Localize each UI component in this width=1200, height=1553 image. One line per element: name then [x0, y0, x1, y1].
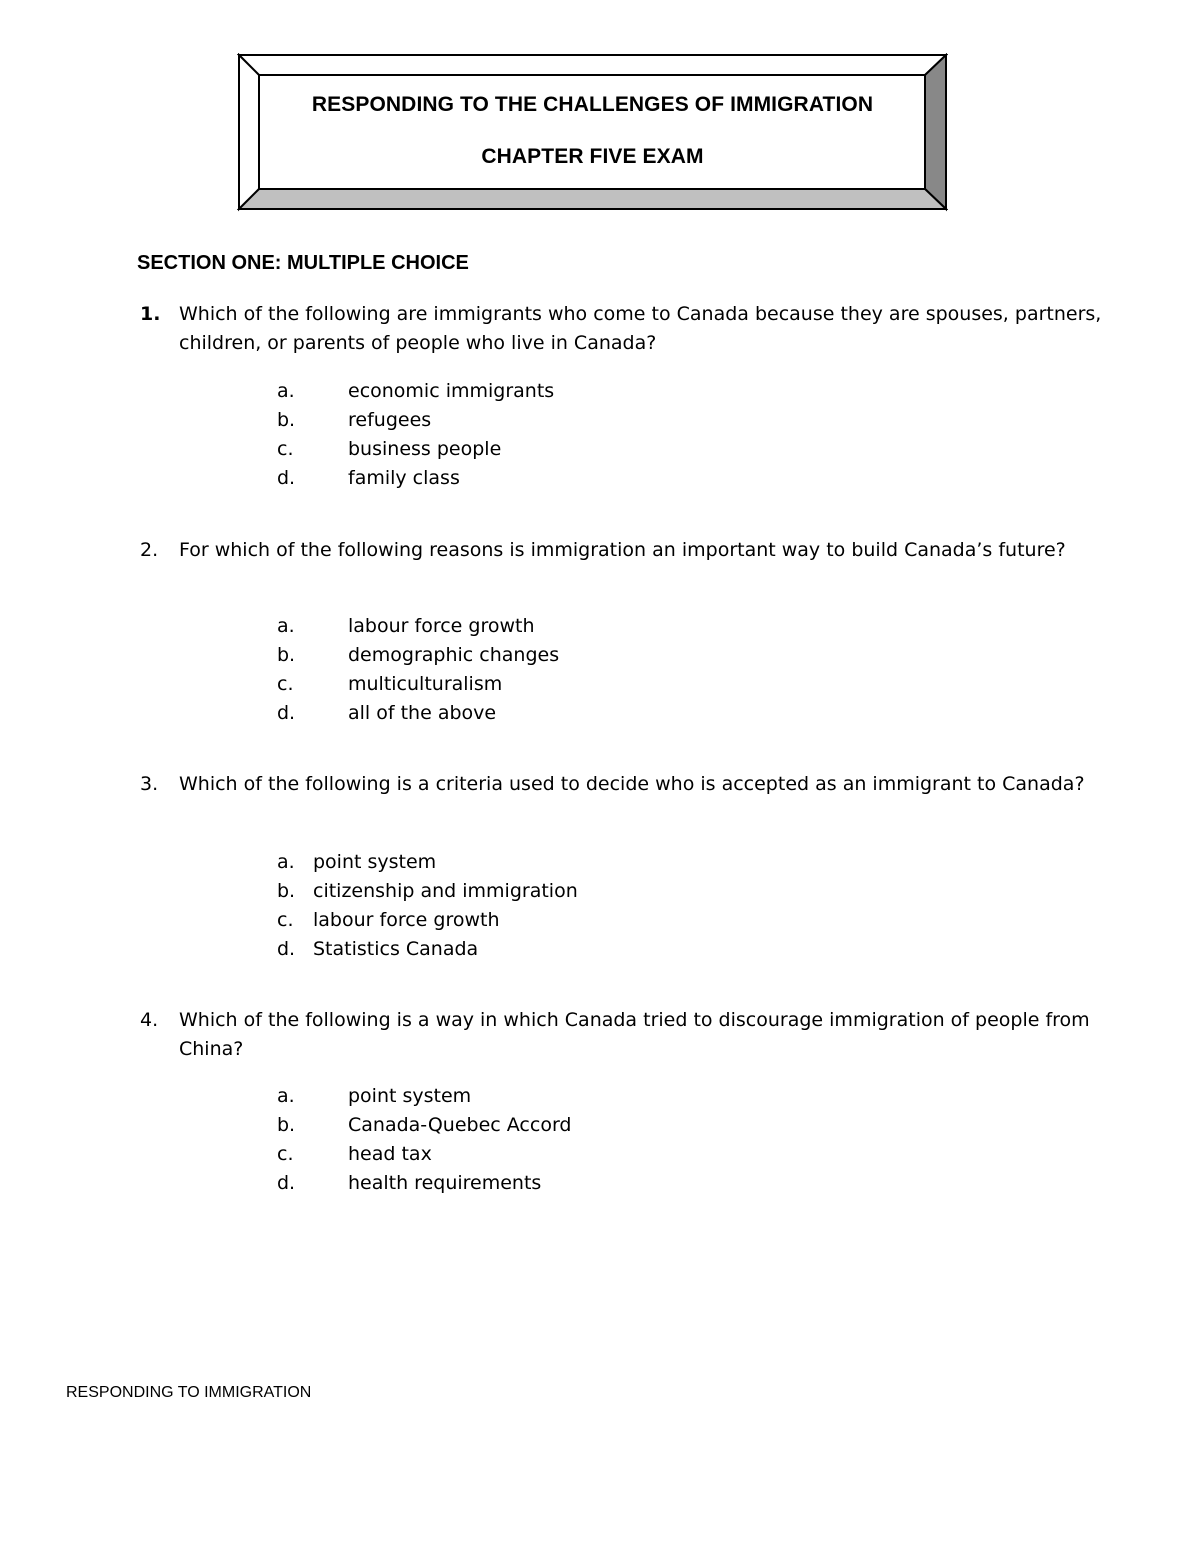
- question-1: [140, 300, 1150, 358]
- option-letter: c.: [277, 1143, 294, 1165]
- option-letter: c.: [277, 909, 294, 931]
- exam-title: RESPONDING TO THE CHALLENGES OF IMMIGRATION: [311, 93, 874, 116]
- option-text: business people: [348, 438, 502, 460]
- question-number: 3.: [140, 773, 159, 795]
- exam-subtitle: CHAPTER FIVE EXAM: [481, 145, 704, 168]
- option-letter: a.: [277, 380, 295, 402]
- option-text: Statistics Canada: [313, 938, 479, 960]
- question-4: [140, 1006, 1150, 1064]
- option-letter: c.: [277, 673, 294, 695]
- question-text: Which of the following are immigrants who come to Canada because they are spouses, partners, children, or parents of people who live in Canada?: [179, 303, 1102, 354]
- question-number: 4.: [140, 1009, 159, 1031]
- question-number: 1.: [140, 303, 161, 325]
- option-text: labour force growth: [348, 615, 535, 637]
- option-letter: a.: [277, 1085, 295, 1107]
- option-text: point system: [313, 851, 437, 873]
- question-2: [140, 536, 1150, 565]
- option-text: labour force growth: [313, 909, 500, 931]
- option-text: family class: [348, 467, 460, 489]
- question-text: Which of the following is a criteria used to decide who is accepted as an immigrant to Canada?: [179, 773, 1085, 795]
- page-footer: RESPONDING TO IMMIGRATION: [66, 1384, 312, 1401]
- option-letter: b.: [277, 1114, 296, 1136]
- title-frame: [237, 53, 948, 212]
- option-text: multiculturalism: [348, 673, 503, 695]
- option-text: economic immigrants: [348, 380, 555, 402]
- question-text: For which of the following reasons is immigration an important way to build Canada’s future?: [179, 539, 1066, 561]
- option-letter: c.: [277, 438, 294, 460]
- option-letter: d.: [277, 467, 296, 489]
- option-letter: a.: [277, 615, 295, 637]
- option-text: demographic changes: [348, 644, 560, 666]
- section-heading: SECTION ONE: MULTIPLE CHOICE: [137, 252, 469, 274]
- question-3: [140, 770, 1150, 799]
- option-letter: d.: [277, 938, 296, 960]
- option-text: point system: [348, 1085, 472, 1107]
- option-letter: b.: [277, 880, 296, 902]
- question-text: Which of the following is a way in which Canada tried to discourage immigration of people from China?: [179, 1009, 1090, 1060]
- option-text: Canada-Quebec Accord: [348, 1114, 572, 1136]
- option-letter: d.: [277, 1172, 296, 1194]
- option-text: health requirements: [348, 1172, 542, 1194]
- option-letter: b.: [277, 644, 296, 666]
- option-text: head tax: [348, 1143, 432, 1165]
- option-letter: b.: [277, 409, 296, 431]
- option-text: citizenship and immigration: [313, 880, 578, 902]
- bevel-frame-graphic: [237, 53, 948, 212]
- option-letter: a.: [277, 851, 295, 873]
- option-letter: d.: [277, 702, 296, 724]
- question-number: 2.: [140, 539, 159, 561]
- option-text: refugees: [348, 409, 432, 431]
- option-text: all of the above: [348, 702, 497, 724]
